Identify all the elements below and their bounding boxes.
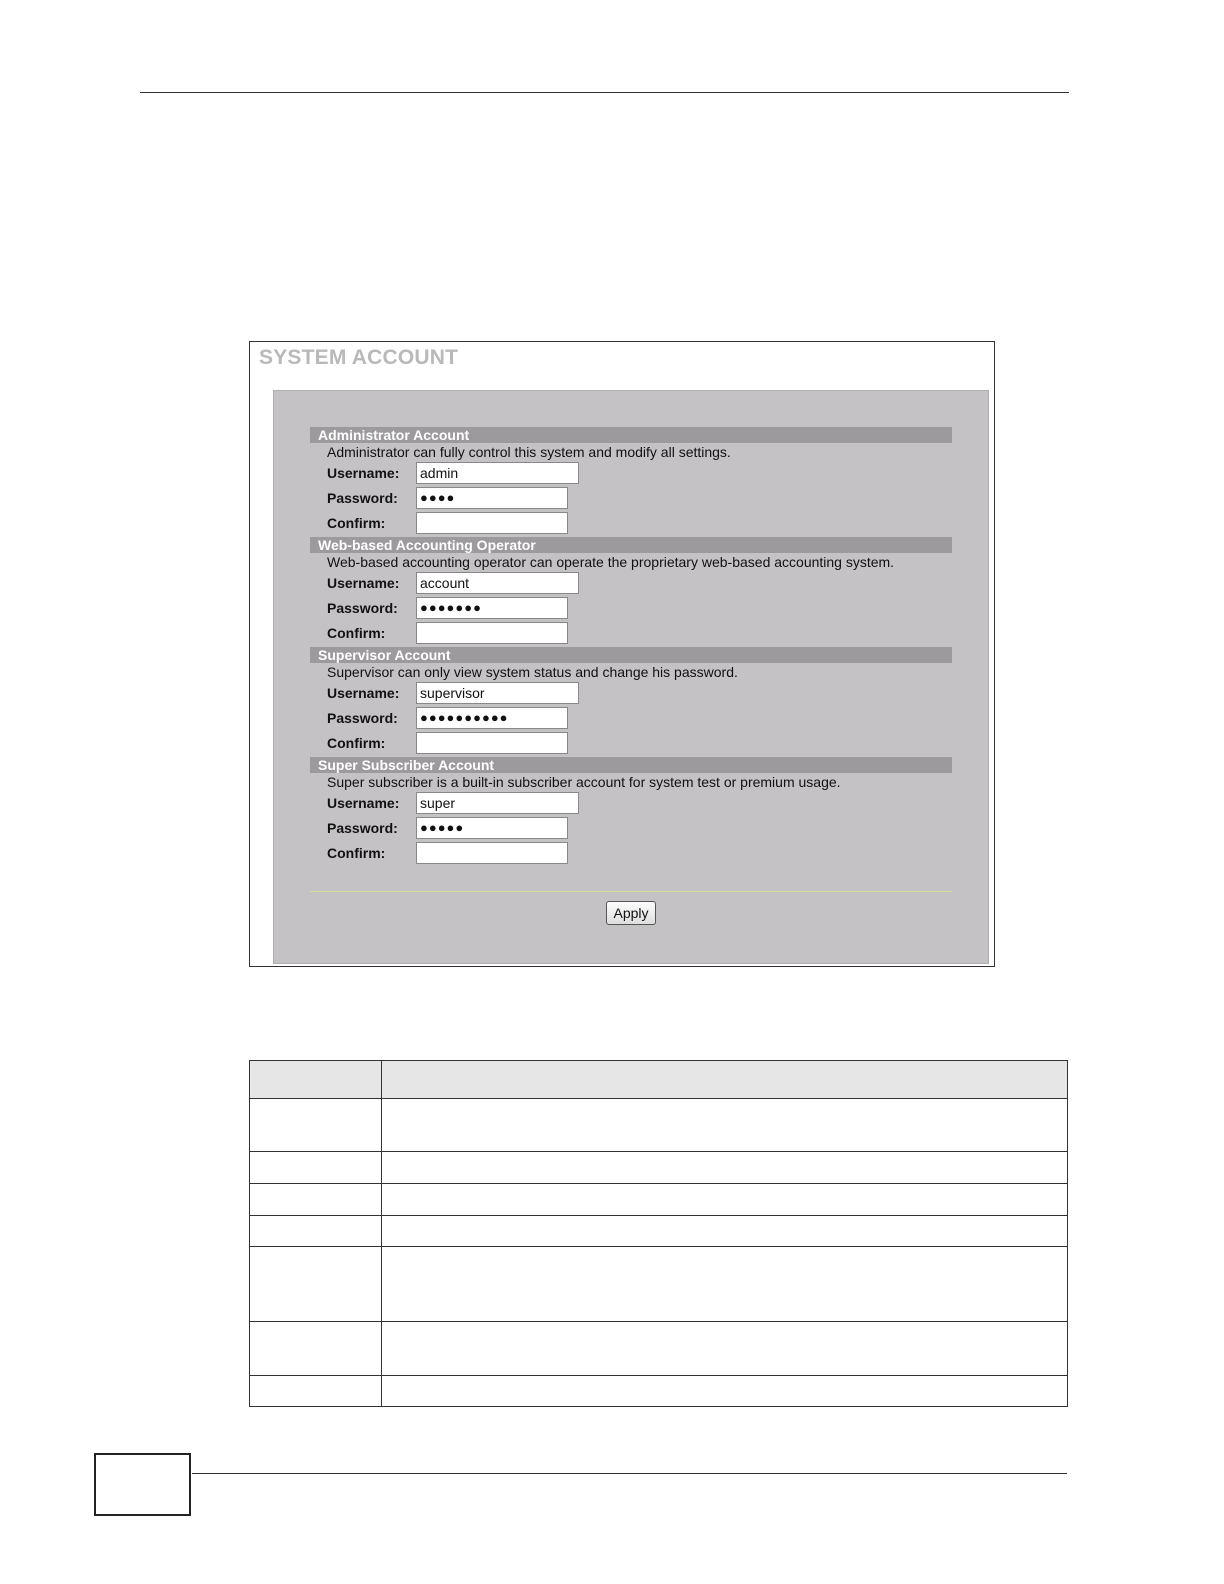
subscriber-confirm-input[interactable] (416, 842, 568, 864)
operator-confirm-input[interactable] (416, 622, 568, 644)
password-label: Password: (327, 600, 398, 616)
operator-username-input[interactable]: account (416, 572, 579, 594)
table-cell (250, 1322, 382, 1376)
table-cell (382, 1152, 1068, 1184)
apply-button[interactable]: Apply (606, 901, 656, 925)
admin-confirm-input[interactable] (416, 512, 568, 534)
table-row (250, 1152, 1068, 1184)
supervisor-username-input[interactable]: supervisor (416, 682, 579, 704)
table-cell (382, 1247, 1068, 1322)
table-cell (382, 1376, 1068, 1407)
table-row (250, 1322, 1068, 1376)
table-cell (250, 1184, 382, 1216)
table-row (250, 1376, 1068, 1407)
table-cell (382, 1184, 1068, 1216)
supervisor-password-input[interactable]: ●●●●●●●●●● (416, 707, 568, 729)
password-label: Password: (327, 490, 398, 506)
section-description-supervisor: Supervisor can only view system status and change his password. (327, 664, 738, 680)
operator-password-input[interactable]: ●●●●●●● (416, 597, 568, 619)
subscriber-password-input[interactable]: ●●●●● (416, 817, 568, 839)
section-heading-accounting-operator: Web-based Accounting Operator (310, 537, 952, 553)
section-heading-supervisor: Supervisor Account (310, 647, 952, 663)
page-number-box (94, 1453, 191, 1516)
confirm-label: Confirm: (327, 625, 386, 641)
section-description-administrator: Administrator can fully control this system and modify all settings. (327, 444, 731, 460)
confirm-label: Confirm: (327, 515, 386, 531)
username-label: Username: (327, 685, 400, 701)
username-label: Username: (327, 575, 400, 591)
system-account-screenshot (249, 341, 995, 967)
table-cell (250, 1247, 382, 1322)
screen-title: SYSTEM ACCOUNT (259, 346, 459, 369)
section-heading-administrator: Administrator Account (310, 427, 952, 443)
username-label: Username: (327, 795, 400, 811)
table-header-cell (382, 1061, 1068, 1099)
supervisor-confirm-input[interactable] (416, 732, 568, 754)
table-row (250, 1216, 1068, 1247)
field-description-table (249, 1060, 1068, 1407)
section-heading-super-subscriber: Super Subscriber Account (310, 757, 952, 773)
table-header-cell (250, 1061, 382, 1099)
admin-username-input[interactable]: admin (416, 462, 579, 484)
footer-rule (192, 1473, 1067, 1474)
password-label: Password: (327, 820, 398, 836)
subscriber-username-input[interactable]: super (416, 792, 579, 814)
username-label: Username: (327, 465, 400, 481)
table-cell (382, 1322, 1068, 1376)
form-divider (310, 891, 952, 892)
table-row (250, 1247, 1068, 1322)
table-cell (250, 1216, 382, 1247)
header-rule (140, 92, 1069, 93)
table-row (250, 1184, 1068, 1216)
password-label: Password: (327, 710, 398, 726)
section-description-accounting-operator: Web-based accounting operator can operate the proprietary web-based accounting system. (327, 554, 895, 570)
table-cell (250, 1376, 382, 1407)
admin-password-input[interactable]: ●●●● (416, 487, 568, 509)
table-cell (250, 1152, 382, 1184)
table-cell (382, 1216, 1068, 1247)
table-cell (382, 1099, 1068, 1152)
section-description-super-subscriber: Super subscriber is a built-in subscriber account for system test or premium usage. (327, 774, 841, 790)
confirm-label: Confirm: (327, 845, 386, 861)
account-settings-panel (273, 390, 989, 964)
table-row (250, 1099, 1068, 1152)
confirm-label: Confirm: (327, 735, 386, 751)
table-cell (250, 1099, 382, 1152)
table-header-row (250, 1061, 1068, 1099)
